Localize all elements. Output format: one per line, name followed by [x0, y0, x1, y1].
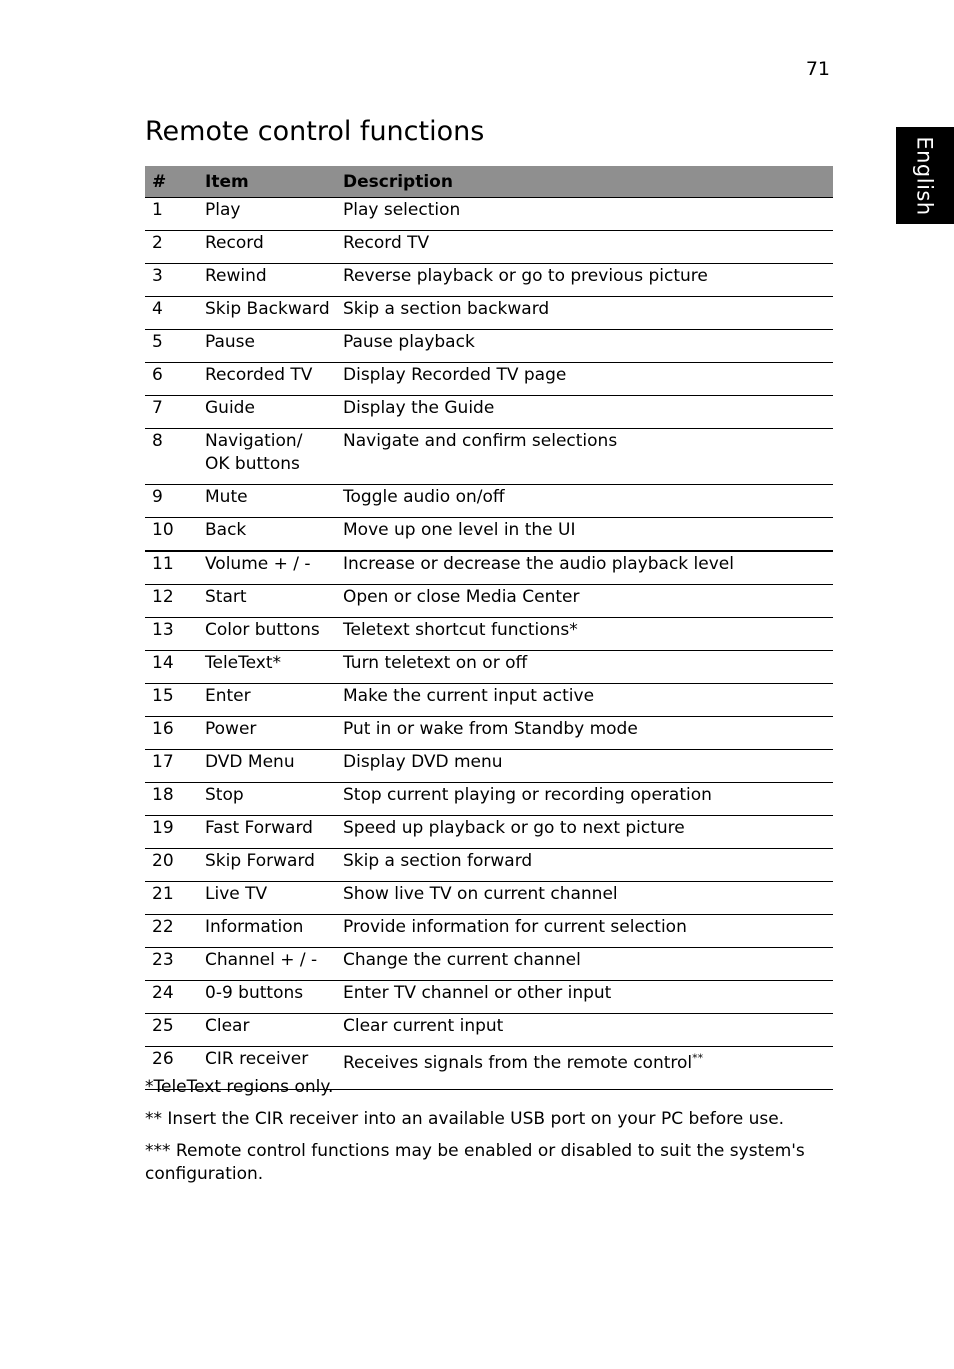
table-row — [145, 585, 833, 618]
cell-description: Display DVD menu — [336, 750, 833, 783]
table-row — [145, 518, 833, 552]
cell-number: 20 — [145, 849, 198, 882]
column-header-number: # — [145, 166, 198, 198]
cell-description: Record TV — [336, 231, 833, 264]
cell-number: 2 — [145, 231, 198, 264]
column-header-description: Description — [336, 166, 833, 198]
cell-description: Clear current input — [336, 1014, 833, 1047]
cell-description: Change the current channel — [336, 948, 833, 981]
cell-item: Pause — [198, 330, 336, 363]
table-row — [145, 717, 833, 750]
cell-number: 9 — [145, 485, 198, 518]
cell-number: 8 — [145, 429, 198, 485]
cell-description: Teletext shortcut functions* — [336, 618, 833, 651]
footnotes — [145, 1076, 835, 1195]
cell-item: Skip Forward — [198, 849, 336, 882]
table-row — [145, 363, 833, 396]
cell-item-line: OK buttons — [205, 454, 300, 474]
cell-description: Toggle audio on/off — [336, 485, 833, 518]
cell-item: Start — [198, 585, 336, 618]
cell-item: Volume + / - — [198, 551, 336, 585]
cell-description: Make the current input active — [336, 684, 833, 717]
footnote-teletext: *TeleText regions only. — [145, 1077, 334, 1097]
table-row — [145, 684, 833, 717]
table-row — [145, 1014, 833, 1047]
cell-number: 23 — [145, 948, 198, 981]
cell-number: 17 — [145, 750, 198, 783]
language-side-tab — [896, 127, 954, 224]
language-side-tab-label: English — [913, 135, 938, 216]
cell-item: 0-9 buttons — [198, 981, 336, 1014]
cell-number: 3 — [145, 264, 198, 297]
cell-item: Enter — [198, 684, 336, 717]
cell-number: 22 — [145, 915, 198, 948]
cell-number: 18 — [145, 783, 198, 816]
table-header-row — [145, 166, 833, 198]
cell-item: Information — [198, 915, 336, 948]
table-row — [145, 981, 833, 1014]
cell-item: Back — [198, 518, 336, 552]
table-row — [145, 551, 833, 585]
table-row — [145, 750, 833, 783]
cell-description: Speed up playback or go to next picture — [336, 816, 833, 849]
cell-number: 16 — [145, 717, 198, 750]
cell-number: 11 — [145, 551, 198, 585]
table-row — [145, 915, 833, 948]
cell-description: Turn teletext on or off — [336, 651, 833, 684]
table-row — [145, 396, 833, 429]
cell-description: Skip a section forward — [336, 849, 833, 882]
cell-item: DVD Menu — [198, 750, 336, 783]
footnote-marker: ** — [692, 1051, 704, 1065]
cell-number: 13 — [145, 618, 198, 651]
cell-item: Mute — [198, 485, 336, 518]
cell-item: Stop — [198, 783, 336, 816]
cell-number: 12 — [145, 585, 198, 618]
cell-description: Pause playback — [336, 330, 833, 363]
cell-item: Guide — [198, 396, 336, 429]
cell-item: Live TV — [198, 882, 336, 915]
cell-description: Reverse playback or go to previous picture — [336, 264, 833, 297]
cell-item: CIR receiver — [198, 1047, 336, 1090]
page-number: 71 — [805, 58, 830, 80]
cell-description-text: Receives signals from the remote control — [343, 1053, 693, 1073]
column-header-item: Item — [198, 166, 336, 198]
cell-number: 14 — [145, 651, 198, 684]
table-row — [145, 618, 833, 651]
cell-item: Clear — [198, 1014, 336, 1047]
cell-item: Play — [198, 198, 336, 231]
cell-number: 24 — [145, 981, 198, 1014]
table-row — [145, 816, 833, 849]
cell-item: Color buttons — [198, 618, 336, 651]
footnote-configuration: *** Remote control functions may be enabled or disabled to suit the system's configuration. — [145, 1141, 805, 1184]
table-header — [145, 166, 833, 198]
cell-description: Move up one level in the UI — [336, 518, 833, 552]
cell-number: 7 — [145, 396, 198, 429]
table-body — [145, 198, 833, 1090]
cell-number: 25 — [145, 1014, 198, 1047]
page-title: Remote control functions — [145, 116, 485, 147]
cell-number: 21 — [145, 882, 198, 915]
cell-item: Record — [198, 231, 336, 264]
cell-description: Play selection — [336, 198, 833, 231]
cell-number: 26 — [145, 1047, 198, 1090]
table-row — [145, 948, 833, 981]
cell-description: Navigate and confirm selections — [336, 429, 833, 485]
cell-item-line: Navigation/ — [205, 431, 303, 451]
remote-functions-table-container — [145, 166, 833, 1090]
cell-item — [198, 429, 336, 485]
table-row — [145, 330, 833, 363]
cell-number: 10 — [145, 518, 198, 552]
cell-number: 4 — [145, 297, 198, 330]
cell-description: Put in or wake from Standby mode — [336, 717, 833, 750]
table-row — [145, 429, 833, 485]
cell-description: Skip a section backward — [336, 297, 833, 330]
table-row — [145, 882, 833, 915]
cell-number: 15 — [145, 684, 198, 717]
cell-description: Show live TV on current channel — [336, 882, 833, 915]
cell-item: Recorded TV — [198, 363, 336, 396]
cell-item: Skip Backward — [198, 297, 336, 330]
cell-item: Rewind — [198, 264, 336, 297]
cell-description: Display the Guide — [336, 396, 833, 429]
cell-description: Increase or decrease the audio playback level — [336, 551, 833, 585]
cell-number: 6 — [145, 363, 198, 396]
table-row — [145, 783, 833, 816]
table-row — [145, 198, 833, 231]
cell-description: Display Recorded TV page — [336, 363, 833, 396]
cell-number: 5 — [145, 330, 198, 363]
table-row — [145, 264, 833, 297]
cell-description: Stop current playing or recording operation — [336, 783, 833, 816]
table-row — [145, 297, 833, 330]
cell-item: Channel + / - — [198, 948, 336, 981]
cell-description: Open or close Media Center — [336, 585, 833, 618]
cell-number: 1 — [145, 198, 198, 231]
cell-item: TeleText* — [198, 651, 336, 684]
cell-description: Provide information for current selection — [336, 915, 833, 948]
remote-functions-table — [145, 166, 833, 1090]
table-row — [145, 231, 833, 264]
cell-number: 19 — [145, 816, 198, 849]
cell-description: Enter TV channel or other input — [336, 981, 833, 1014]
table-row — [145, 849, 833, 882]
cell-item: Fast Forward — [198, 816, 336, 849]
footnote-cir-receiver: ** Insert the CIR receiver into an available USB port on your PC before use. — [145, 1109, 785, 1129]
table-row — [145, 485, 833, 518]
cell-item: Power — [198, 717, 336, 750]
table-row — [145, 651, 833, 684]
